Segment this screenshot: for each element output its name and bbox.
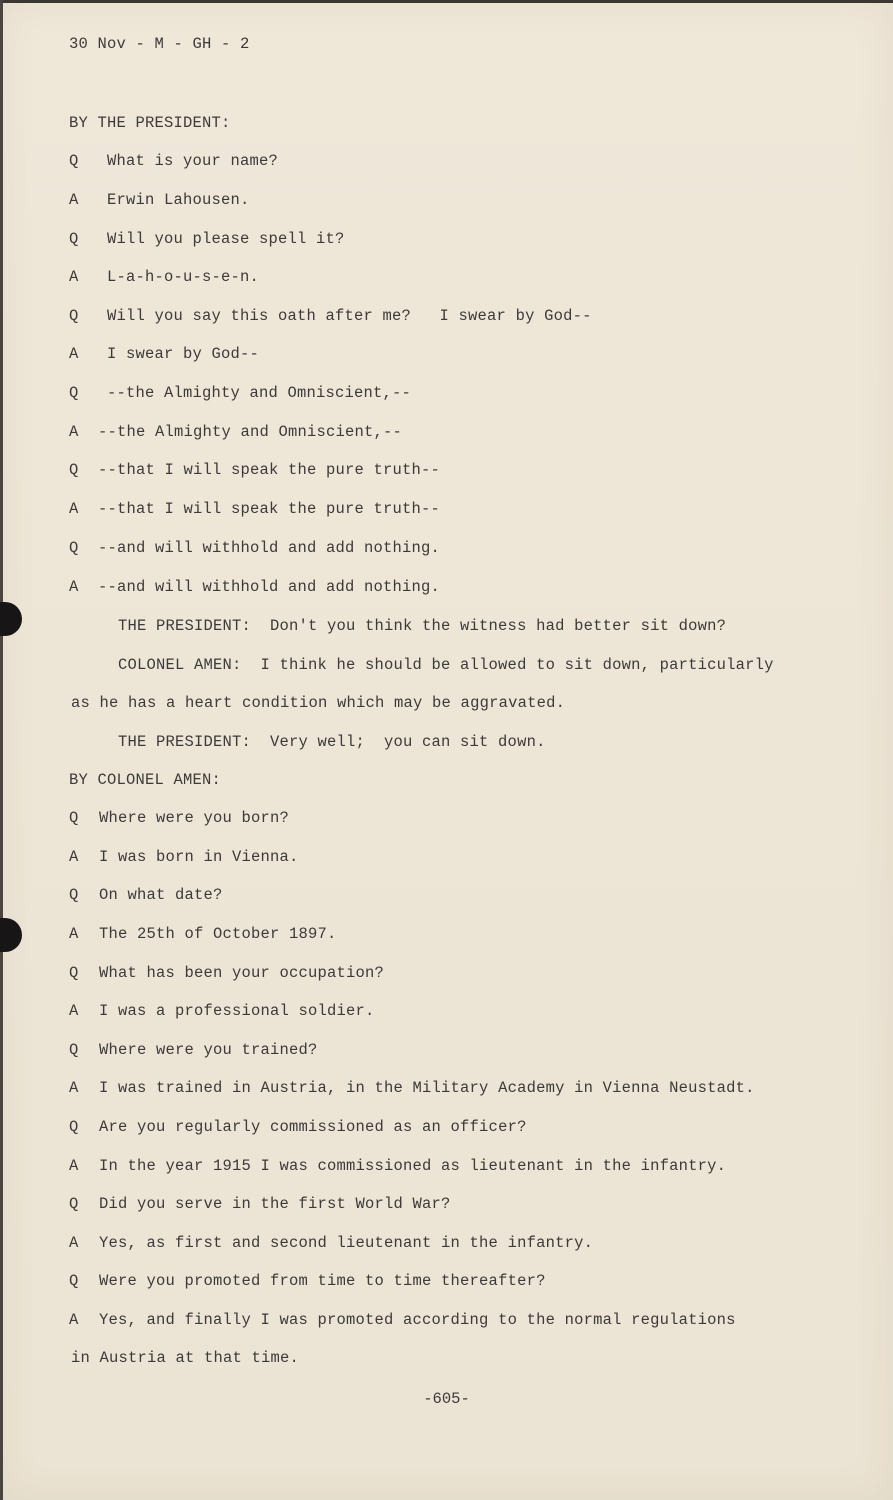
punch-hole: [0, 918, 22, 952]
speaker-label: Q: [69, 886, 79, 904]
transcript-line: --that I will speak the pure truth--: [98, 461, 441, 479]
transcript-line: What is your name?: [107, 152, 279, 170]
speaker-label: A: [69, 191, 79, 209]
speaker-label: Q: [69, 230, 79, 248]
transcript-line: What has been your occupation?: [99, 964, 385, 982]
page-left-edge: [0, 0, 3, 1500]
transcript-line: On what date?: [99, 886, 223, 904]
colloquy-line: THE PRESIDENT: Very well; you can sit down.: [118, 733, 546, 751]
transcript-line: The 25th of October 1897.: [99, 925, 337, 943]
transcript-line: --and will withhold and add nothing.: [98, 578, 441, 596]
transcript-line: Will you say this oath after me? I swear by God--: [107, 307, 592, 325]
speaker-label: Q: [69, 307, 79, 325]
transcript-line: I was born in Vienna.: [99, 848, 299, 866]
transcript-line: Where were you trained?: [99, 1041, 318, 1059]
speaker-label: Q: [69, 1041, 79, 1059]
page-top-edge: [0, 0, 893, 3]
transcript-line: --the Almighty and Omniscient,--: [107, 384, 412, 402]
speaker-label: Q: [69, 1272, 79, 1290]
punch-hole: [0, 602, 22, 636]
speaker-label: A: [69, 1234, 79, 1252]
speaker-label: A: [69, 578, 79, 596]
colloquy-line: COLONEL AMEN: I think he should be allowed to sit down, particularly: [118, 656, 774, 674]
speaker-label: Q: [69, 809, 79, 827]
transcript-line: Were you promoted from time to time thereafter?: [99, 1272, 546, 1290]
speaker-label: A: [69, 1079, 79, 1097]
speaker-label: A: [69, 268, 79, 286]
transcript-line: Yes, and finally I was promoted according to the normal regulations: [99, 1311, 736, 1329]
transcript-continuation: in Austria at that time.: [71, 1349, 300, 1367]
colloquy-continuation: as he has a heart condition which may be aggravated.: [71, 694, 566, 712]
speaker-label: A: [69, 423, 79, 441]
transcript-line: Where were you born?: [99, 809, 290, 827]
speaker-label: A: [69, 1311, 79, 1329]
transcript-line: Erwin Lahousen.: [107, 191, 250, 209]
speaker-label: A: [69, 1157, 79, 1175]
transcript-line: Did you serve in the first World War?: [99, 1195, 451, 1213]
transcript-line: I swear by God--: [107, 345, 260, 363]
speaker-label: A: [69, 848, 79, 866]
page-number: -605-: [423, 1390, 470, 1408]
transcript-line: In the year 1915 I was commissioned as lieutenant in the infantry.: [99, 1157, 727, 1175]
speaker-label: A: [69, 500, 79, 518]
speaker-label: Q: [69, 1195, 79, 1213]
transcript-line: Will you please spell it?: [107, 230, 345, 248]
speaker-label: A: [69, 925, 79, 943]
section-heading: BY THE PRESIDENT:: [69, 114, 231, 132]
speaker-label: Q: [69, 384, 79, 402]
speaker-label: Q: [69, 964, 79, 982]
transcript-line: --and will withhold and add nothing.: [98, 539, 441, 557]
transcript-line: Yes, as first and second lieutenant in the infantry.: [99, 1234, 594, 1252]
transcript-line: L-a-h-o-u-s-e-n.: [107, 268, 260, 286]
speaker-label: Q: [69, 152, 79, 170]
speaker-label: A: [69, 1002, 79, 1020]
transcript-line: I was a professional soldier.: [99, 1002, 375, 1020]
transcript-line: --that I will speak the pure truth--: [98, 500, 441, 518]
speaker-label: Q: [69, 461, 79, 479]
colloquy-line: THE PRESIDENT: Don't you think the witness had better sit down?: [118, 617, 727, 635]
page-header: 30 Nov - M - GH - 2: [69, 35, 250, 53]
speaker-label: Q: [69, 1118, 79, 1136]
speaker-label: Q: [69, 539, 79, 557]
speaker-label: A: [69, 345, 79, 363]
section-heading: BY COLONEL AMEN:: [69, 771, 222, 789]
transcript-line: Are you regularly commissioned as an officer?: [99, 1118, 527, 1136]
transcript-line: --the Almighty and Omniscient,--: [98, 423, 403, 441]
transcript-line: I was trained in Austria, in the Military Academy in Vienna Neustadt.: [99, 1079, 755, 1097]
